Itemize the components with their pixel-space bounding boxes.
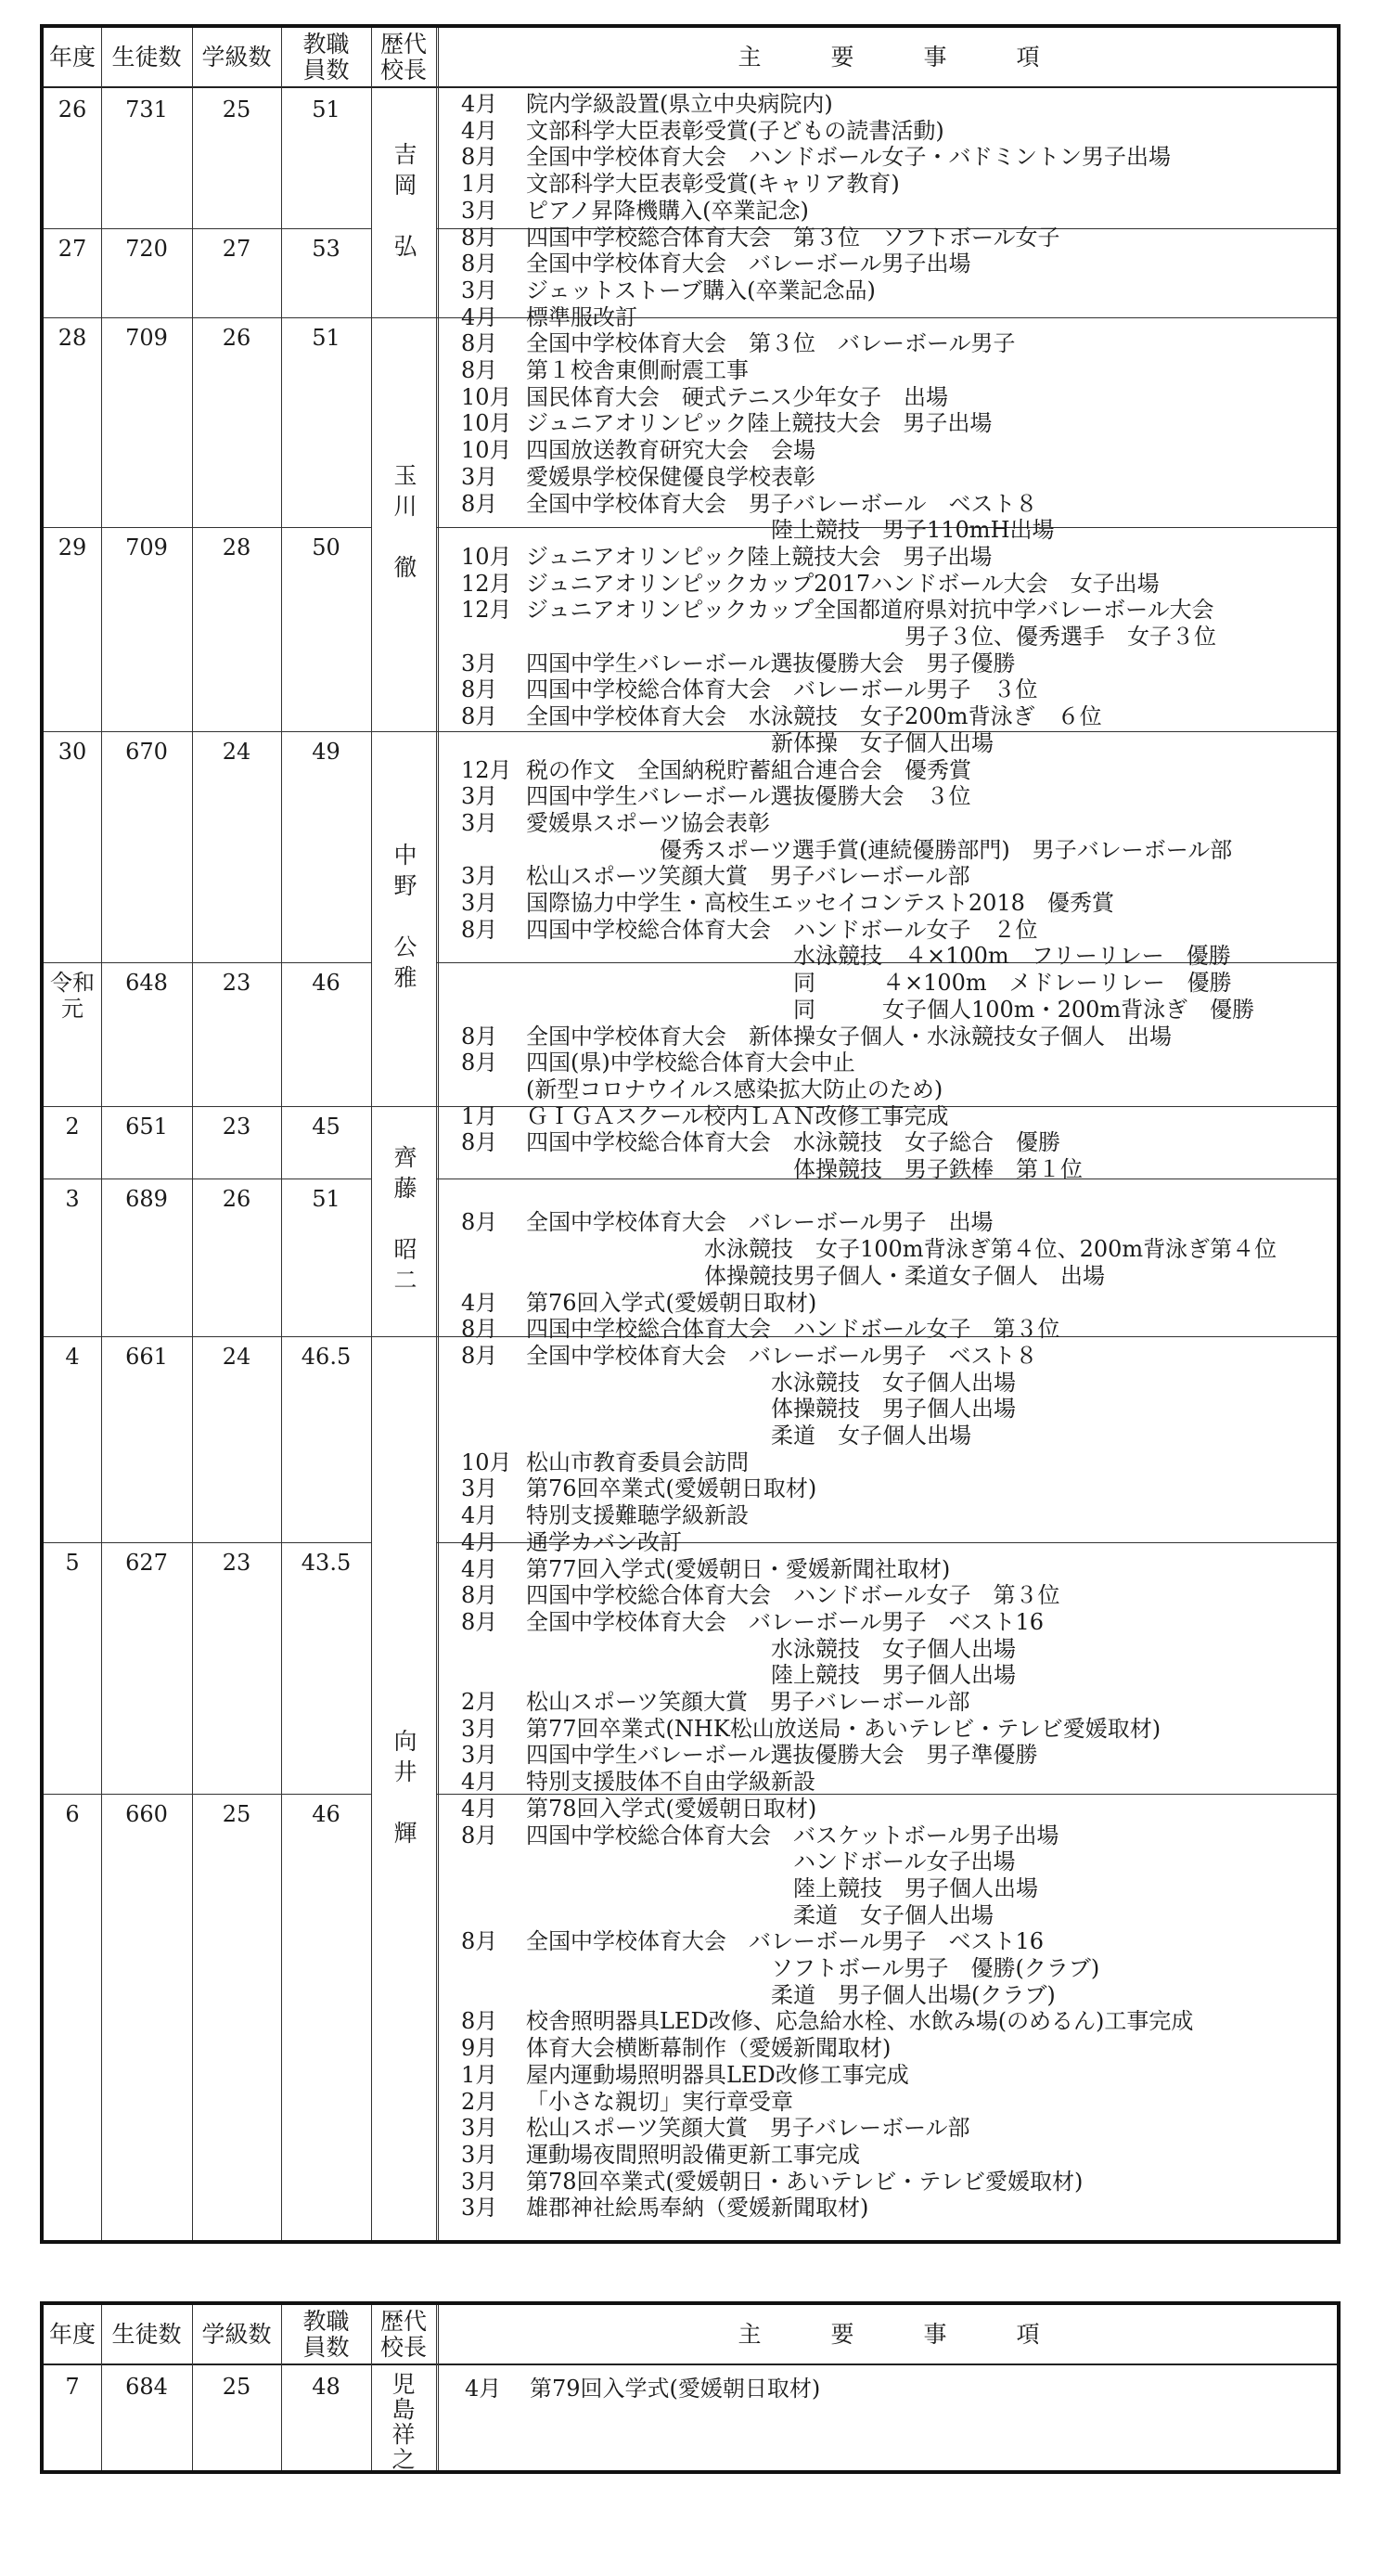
- event-month: 4月: [461, 1769, 498, 1796]
- event-month: 8月: [461, 1129, 498, 1156]
- cell-classes: 25: [222, 1801, 251, 1827]
- event-item: [461, 730, 994, 757]
- table-header: [44, 28, 1337, 88]
- event-item: [461, 171, 900, 198]
- cell-students: 661: [125, 1344, 168, 1370]
- event-item: [461, 2062, 909, 2089]
- event-month: 8月: [461, 2008, 498, 2035]
- cell-classes: 25: [222, 2374, 251, 2400]
- event-month: 8月: [461, 703, 498, 730]
- event-item: [461, 1982, 1056, 2009]
- event-text: 全国中学校体育大会 新体操女子個人・水泳競技女子個人 出場: [526, 1023, 1172, 1050]
- header-year: 年度: [48, 2320, 96, 2348]
- event-month: 1月: [461, 1102, 498, 1129]
- event-item: [461, 650, 1016, 677]
- event-month: 3月: [461, 463, 498, 490]
- event-text: 四国中学生バレーボール選抜優勝大会 男子準優勝: [526, 1742, 1038, 1769]
- event-item: [461, 437, 815, 464]
- event-item: [461, 277, 876, 304]
- principal-name: 玉川 徹: [391, 463, 417, 586]
- event-text: 四国中学校総合体育大会 ハンドボール女子 第３位: [526, 1316, 1060, 1343]
- event-item: [461, 1662, 1016, 1689]
- event-item: [461, 1928, 1044, 1955]
- event-month: 1月: [461, 2061, 498, 2088]
- event-text: 愛媛県スポーツ協会表彰: [526, 809, 771, 836]
- event-text: 全国中学校体育大会 第３位 バレーボール男子: [526, 330, 1016, 357]
- event-month: 4月: [461, 1289, 498, 1316]
- cell-staff: 43.5: [301, 1550, 352, 1576]
- event-month: 3月: [461, 1742, 498, 1769]
- event-text: ハンドボール女子出場: [526, 1848, 1016, 1875]
- event-item: [461, 783, 971, 810]
- event-item: [461, 571, 1160, 598]
- event-text: 校舎照明器具LED改修、応急給水栓、水飲み場(のめるん)工事完成: [526, 2008, 1194, 2035]
- event-month: 8月: [461, 1316, 498, 1343]
- event-month: 3月: [461, 277, 498, 303]
- event-month: 3月: [461, 2141, 498, 2168]
- cell-students: 709: [125, 325, 168, 351]
- event-text: 陸上競技 男子個人出場: [526, 1874, 1038, 1901]
- event-month: 12月: [461, 597, 512, 624]
- event-month: 10月: [461, 1449, 512, 1475]
- event-item: [461, 943, 1231, 970]
- event-month: 8月: [461, 1822, 498, 1848]
- event-text: 税の作文 全国納税貯蓄組合連合会 優秀賞: [526, 756, 971, 783]
- event-item: [461, 304, 637, 331]
- event-text: 松山スポーツ笑顔大賞 男子バレーボール部: [526, 2115, 970, 2142]
- event-text: 全国中学校体育大会 バレーボール男子 ベスト16: [526, 1928, 1045, 1955]
- event-month: 3月: [461, 2115, 498, 2142]
- event-month: 8月: [461, 251, 498, 277]
- cell-staff: 48: [312, 2374, 340, 2400]
- event-item: [461, 1875, 1038, 1902]
- cell-staff: 51: [312, 1186, 340, 1212]
- event-text: 体育大会横断幕制作（愛媛新聞取材): [526, 2035, 892, 2062]
- event-month: 2月: [461, 1689, 498, 1715]
- event-item: [461, 970, 1232, 997]
- event-text: 第76回卒業式(愛媛朝日取材): [526, 1475, 817, 1502]
- event-item: [461, 330, 1016, 357]
- event-month: 3月: [461, 2195, 498, 2222]
- cell-year: 5: [65, 1550, 80, 1576]
- cell-students: 731: [125, 97, 168, 122]
- col-divider: [371, 2305, 372, 2470]
- event-item: [461, 757, 971, 784]
- cell-staff: 46: [312, 1801, 340, 1827]
- cell-students: 720: [125, 236, 168, 262]
- event-item: [461, 1183, 526, 1210]
- event-text: ソフトボール男子 優勝(クラブ): [526, 1955, 1100, 1981]
- event-text: 標準服改訂: [526, 303, 637, 330]
- table-header: [44, 2305, 1337, 2365]
- event-item: [461, 597, 1214, 624]
- event-month: 3月: [461, 2168, 498, 2195]
- event-text: 第79回入学式(愛媛朝日取材): [530, 2376, 821, 2402]
- cell-staff: 51: [312, 325, 340, 351]
- cell-students: 651: [125, 1114, 168, 1140]
- event-item: [461, 464, 815, 491]
- event-month: 4月: [461, 1528, 498, 1555]
- cell-staff: 50: [312, 535, 340, 560]
- cell-classes: 24: [222, 739, 251, 765]
- event-text: 特別支援難聴学級新設: [526, 1502, 749, 1529]
- event-item: [461, 1796, 816, 1823]
- event-text: 体操競技 男子個人出場: [526, 1396, 1016, 1423]
- header-principal: 歴代 校長: [379, 30, 427, 84]
- event-text: 愛媛県学校保健優良学校表彰: [526, 463, 815, 490]
- event-text: 運動場夜間照明設備更新工事完成: [526, 2141, 860, 2168]
- event-text: ジュニアオリンピック陸上競技大会 男子出場: [526, 410, 993, 437]
- event-text: 全国中学校体育大会 バレーボール男子 ベスト16: [526, 1608, 1045, 1635]
- event-item: [461, 1529, 682, 1556]
- row-divider: [44, 228, 371, 229]
- event-item: [461, 544, 992, 571]
- event-text: 第77回卒業式(NHK松山放送局・あいテレビ・テレビ愛媛取材): [526, 1715, 1161, 1742]
- event-text: 優秀スポーツ選手賞(連続優勝部門) 男子バレーボール部: [526, 836, 1233, 863]
- event-item: [461, 1370, 1016, 1397]
- event-text: 水泳競技 女子100m背泳ぎ第４位、200m背泳ぎ第４位: [526, 1236, 1277, 1263]
- event-month: 4月: [461, 1502, 498, 1529]
- event-month: 12月: [461, 756, 512, 783]
- event-text: 「小さな親切」実行章受章: [526, 2088, 793, 2115]
- event-text: 陸上競技 男子個人出場: [526, 1662, 1016, 1689]
- cell-classes: 27: [222, 236, 251, 262]
- cell-classes: 23: [222, 970, 251, 996]
- event-item: [461, 1636, 1016, 1663]
- event-text: 体操競技 男子鉄棒 第１位: [526, 1156, 1083, 1182]
- principal-name: 中野 公雅: [391, 842, 417, 996]
- event-item: [461, 517, 1055, 544]
- header-students: 生徒数: [111, 2320, 182, 2348]
- event-text: 全国中学校体育大会 バレーボール男子 ベスト８: [526, 1342, 1038, 1369]
- event-text: 四国中学校総合体育大会 ハンドボール女子 第３位: [526, 1582, 1060, 1609]
- cell-classes: 24: [222, 1344, 251, 1370]
- cell-year: 6: [65, 1801, 80, 1827]
- event-text: 松山市教育委員会訪問: [526, 1449, 749, 1475]
- event-item: [461, 1156, 1083, 1183]
- event-month: 8月: [461, 144, 498, 171]
- event-text: 通学カバン改訂: [526, 1528, 682, 1555]
- event-item: [461, 2142, 860, 2169]
- row-divider: [44, 962, 371, 963]
- event-text: 第77回入学式(愛媛朝日・愛媛新聞社取材): [526, 1555, 951, 1582]
- event-text: ジュニアオリンピック陸上競技大会 男子出場: [526, 543, 993, 570]
- event-text: 院内学級設置(県立中央病院内): [526, 91, 833, 117]
- cell-year: 4: [65, 1344, 80, 1370]
- event-item: [461, 410, 992, 437]
- header-students: 生徒数: [111, 43, 182, 71]
- event-item: [461, 2035, 891, 2062]
- event-text: 国民体育大会 硬式テニス少年女子 出場: [526, 383, 949, 410]
- cell-staff: 45: [312, 1114, 340, 1140]
- event-text: 松山スポーツ笑顔大賞 男子バレーボール部: [526, 863, 970, 890]
- event-month: 10月: [461, 383, 512, 410]
- event-item: [461, 384, 948, 411]
- event-item: [461, 118, 944, 145]
- event-item: [461, 2115, 970, 2142]
- event-month: 8月: [461, 1050, 498, 1076]
- header-staff: 教職 員数: [302, 30, 350, 84]
- event-item: [461, 1502, 749, 1529]
- event-item: [461, 1769, 815, 1796]
- event-item: [461, 1263, 1105, 1290]
- event-month: 10月: [461, 410, 512, 437]
- event-text: 全国中学校体育大会 水泳競技 女子200m背泳ぎ ６位: [526, 703, 1102, 730]
- event-text: 陸上競技 男子110mH出場: [526, 517, 1055, 544]
- event-text: 体操競技男子個人・柔道女子個人 出場: [526, 1262, 1105, 1289]
- event-text: 第76回入学式(愛媛朝日取材): [526, 1289, 817, 1316]
- header-year: 年度: [48, 43, 96, 71]
- event-month: 4月: [461, 1555, 498, 1582]
- cell-year: 29: [58, 535, 87, 560]
- event-text: 全国中学校体育大会 ハンドボール女子・バドミントン男子出場: [526, 144, 1172, 171]
- event-item: [461, 1129, 1060, 1156]
- cell-students: 709: [125, 535, 168, 560]
- cell-year: 27: [58, 236, 87, 262]
- event-item: [461, 1290, 816, 1317]
- event-month: 12月: [461, 570, 512, 597]
- cell-staff: 53: [312, 236, 340, 262]
- cell-students: 648: [125, 970, 168, 996]
- event-month: 10月: [461, 543, 512, 570]
- event-text: 第１校舎東側耐震工事: [526, 357, 749, 383]
- event-text: ジュニアオリンピックカップ全国都道府県対抗中学バレーボール大会: [526, 597, 1214, 624]
- event-text: 四国中学校総合体育大会 第３位 ソフトボール女子: [526, 224, 1060, 251]
- cell-staff: 49: [312, 739, 340, 765]
- cell-classes: 25: [222, 97, 251, 122]
- event-item: [461, 676, 1038, 703]
- event-item: [461, 1396, 1016, 1423]
- event-item: [461, 1236, 1277, 1263]
- history-table-supplement: [40, 2301, 1341, 2474]
- event-item: [461, 1556, 950, 1583]
- event-item: [461, 1823, 1059, 1849]
- event-item: [461, 1343, 1038, 1370]
- event-month: 8月: [461, 676, 498, 703]
- event-item: [461, 997, 1254, 1024]
- cell-students: 627: [125, 1550, 168, 1576]
- event-text: 柔道 女子個人出場: [526, 1901, 994, 1928]
- event-text: 第78回卒業式(愛媛朝日・あいテレビ・テレビ愛媛取材): [526, 2168, 1084, 2195]
- event-text: 四国中学校総合体育大会 バレーボール男子 ３位: [526, 676, 1038, 703]
- event-item: [461, 251, 971, 277]
- cell-students: 684: [125, 2374, 168, 2400]
- event-text: 特別支援肢体不自由学級新設: [526, 1769, 815, 1796]
- cell-classes: 26: [222, 325, 251, 351]
- event-text: 柔道 男子個人出場(クラブ): [526, 1981, 1056, 2008]
- cell-year: 3: [65, 1186, 80, 1212]
- header-classes: 学級数: [201, 2320, 272, 2348]
- event-text: 水泳競技 女子個人出場: [526, 1369, 1016, 1396]
- event-month: 8月: [461, 1928, 498, 1955]
- cell-year: 令和 元: [50, 970, 95, 1022]
- event-item: [461, 225, 1060, 251]
- event-month: 3月: [461, 650, 498, 676]
- event-item: [461, 1582, 1060, 1609]
- row-divider: [44, 317, 1337, 318]
- event-item: [461, 1423, 971, 1449]
- event-month: 4月: [461, 91, 498, 117]
- event-item: [461, 1024, 1172, 1050]
- event-item: [461, 1475, 816, 1502]
- event-item: [461, 2008, 1193, 2035]
- event-item: [461, 837, 1232, 864]
- event-month: 8月: [461, 490, 498, 517]
- event-text: (新型コロナウイルス感染拡大防止のため): [526, 1075, 943, 1102]
- cell-year: 2: [65, 1114, 80, 1140]
- row-divider: [44, 1542, 371, 1543]
- row-divider: [44, 1794, 371, 1795]
- event-month: 8月: [461, 1582, 498, 1609]
- event-month: 8月: [461, 330, 498, 357]
- event-item: [461, 2089, 793, 2116]
- event-item: [461, 491, 1038, 518]
- event-month: 3月: [461, 863, 498, 890]
- event-text: 松山スポーツ笑顔大賞 男子バレーボール部: [526, 1689, 970, 1715]
- event-text: 文部科学大臣表彰受賞(子どもの読書活動): [526, 117, 944, 144]
- event-month: 8月: [461, 224, 498, 251]
- event-item: [461, 624, 1216, 650]
- header-events: 主 要 事 項: [738, 43, 1040, 71]
- event-month: 4月: [461, 303, 498, 330]
- event-item: [461, 1848, 1016, 1875]
- event-month: 9月: [461, 2035, 498, 2062]
- event-month: 3月: [461, 1715, 498, 1742]
- principal-name: 齊藤 昭二: [391, 1144, 417, 1298]
- header-staff: 教職 員数: [302, 2307, 350, 2361]
- event-month: 8月: [461, 1023, 498, 1050]
- event-text: 柔道 女子個人出場: [526, 1423, 971, 1449]
- event-month: 3月: [461, 809, 498, 836]
- cell-year: 28: [58, 325, 87, 351]
- event-item: [461, 91, 833, 118]
- event-item: [461, 198, 809, 225]
- event-item: [461, 863, 970, 890]
- event-item: [461, 2195, 868, 2222]
- event-text: 男子３位、優秀選手 女子３位: [526, 624, 1216, 650]
- cell-staff: 46: [312, 970, 340, 996]
- event-text: 第78回入学式(愛媛朝日取材): [526, 1795, 817, 1822]
- col-divider: [371, 28, 372, 2240]
- event-text: 全国中学校体育大会 バレーボール男子出場: [526, 251, 971, 277]
- event-text: ジュニアオリンピックカップ2017ハンドボール大会 女子出場: [526, 570, 1160, 597]
- event-text: 四国中学生バレーボール選抜優勝大会 ３位: [526, 783, 971, 810]
- principal-name: 向井 輝: [391, 1729, 417, 1851]
- cell-year: 30: [58, 739, 87, 765]
- event-text: ピアノ昇降機購入(卒業記念): [526, 197, 809, 224]
- event-item: [461, 1076, 943, 1103]
- event-item: [461, 1716, 1161, 1743]
- cell-staff: 46.5: [301, 1344, 352, 1370]
- event-month: 8月: [461, 916, 498, 943]
- event-item: [461, 810, 770, 837]
- event-month: 10月: [461, 437, 512, 464]
- event-item: [461, 144, 1171, 171]
- header-events: 主 要 事 項: [738, 2320, 1040, 2348]
- event-text: 屋内運動場照明器具LED改修工事完成: [526, 2061, 909, 2088]
- event-month: 8月: [461, 1608, 498, 1635]
- col-divider-double: [436, 2305, 439, 2470]
- event-item: [461, 1449, 749, 1476]
- cell-year: 7: [65, 2374, 80, 2400]
- event-text: ＧＩＧＡスクール校内ＬＡＮ改修工事完成: [526, 1102, 949, 1129]
- principal-name: 吉岡 弘: [391, 142, 417, 264]
- event-month: 8月: [461, 357, 498, 383]
- event-month: 3月: [461, 890, 498, 916]
- event-month: 2月: [461, 2088, 498, 2115]
- event-text: 四国中学校総合体育大会 バスケットボール男子出場: [526, 1822, 1059, 1848]
- event-text: 全国中学校体育大会 バレーボール男子 出場: [526, 1209, 994, 1236]
- event-text: 四国中学校総合体育大会 ハンドボール女子 ２位: [526, 916, 1038, 943]
- event-month: 4月: [461, 117, 498, 144]
- event-month: 4月: [461, 1795, 498, 1822]
- event-text: 国際協力中学生・高校生エッセイコンテスト2018 優秀賞: [526, 890, 1114, 916]
- event-month: 1月: [461, 171, 498, 198]
- event-item: [461, 1209, 994, 1236]
- event-text: 四国中学生バレーボール選抜優勝大会 男子優勝: [526, 650, 1016, 676]
- event-month: 3月: [461, 197, 498, 224]
- event-item: [461, 1103, 949, 1130]
- event-item: [461, 890, 1114, 917]
- cell-classes: 28: [222, 535, 251, 560]
- cell-staff: 51: [312, 97, 340, 122]
- event-month: 3月: [461, 1475, 498, 1502]
- event-text: 文部科学大臣表彰受賞(キャリア教育): [526, 171, 900, 198]
- event-item: [461, 703, 1102, 730]
- event-text: 新体操 女子個人出場: [526, 729, 994, 756]
- row-divider: [44, 527, 371, 528]
- cell-students: 660: [125, 1801, 168, 1827]
- event-item: [461, 1955, 1099, 1982]
- event-text: 四国中学校総合体育大会 水泳競技 女子総合 優勝: [526, 1129, 1060, 1156]
- event-month: 3月: [461, 783, 498, 810]
- event-text: 全国中学校体育大会 男子バレーボール ベスト８: [526, 490, 1038, 517]
- event-item: [461, 1902, 994, 1929]
- event-item: [461, 1316, 1060, 1343]
- cell-classes: 23: [222, 1550, 251, 1576]
- event-month: 8月: [461, 1342, 498, 1369]
- event-text: 水泳競技 女子個人出場: [526, 1635, 1016, 1662]
- event-text: 四国(県)中学校総合体育大会中止: [526, 1050, 855, 1076]
- event-item: [465, 2376, 820, 2402]
- event-item: [461, 1689, 970, 1716]
- event-month: 8月: [461, 1209, 498, 1236]
- principal-name: 児島祥之: [391, 2371, 416, 2473]
- event-text: 同 ４×100m メドレーリレー 優勝: [526, 970, 1232, 997]
- event-text: 同 女子個人100m・200m背泳ぎ 優勝: [526, 996, 1255, 1023]
- event-item: [461, 357, 749, 384]
- event-text: 水泳競技 ４×100m フリーリレー 優勝: [526, 943, 1231, 970]
- cell-students: 670: [125, 739, 168, 765]
- event-item: [461, 1609, 1044, 1636]
- cell-students: 689: [125, 1186, 168, 1212]
- event-item: [461, 1742, 1038, 1769]
- cell-classes: 26: [222, 1186, 251, 1212]
- col-divider-double: [436, 28, 439, 2240]
- event-text: 雄郡神社絵馬奉納（愛媛新聞取材): [526, 2195, 869, 2222]
- event-month: 4月: [465, 2376, 502, 2402]
- header-classes: 学級数: [201, 43, 272, 71]
- cell-classes: 23: [222, 1114, 251, 1140]
- event-item: [461, 2169, 1083, 2196]
- header-principal: 歴代 校長: [379, 2307, 427, 2361]
- event-text: ジェットストーブ購入(卒業記念品): [526, 277, 876, 303]
- event-item: [461, 1050, 855, 1076]
- event-item: [461, 917, 1038, 944]
- cell-year: 26: [58, 97, 87, 122]
- event-text: 四国放送教育研究大会 会場: [526, 437, 815, 464]
